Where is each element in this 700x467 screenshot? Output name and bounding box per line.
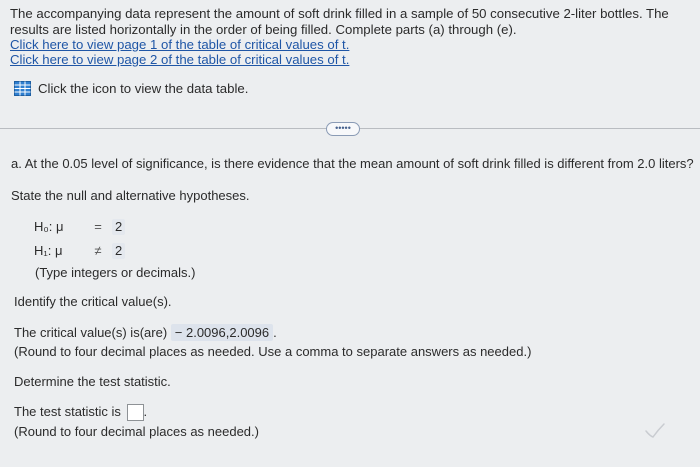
critical-value-answer[interactable]: − 2.0096,2.0096 (171, 324, 273, 341)
test-statistic-input[interactable] (127, 404, 144, 421)
null-hypothesis-operator[interactable]: = (94, 219, 102, 234)
alternative-hypothesis-operator[interactable]: ≠ (94, 243, 102, 258)
type-hint: (Type integers or decimals.) (35, 265, 196, 280)
test-statistic-suffix: . (143, 404, 148, 419)
critical-values-page1-link[interactable]: Click here to view page 1 of the table of critical values of t. (10, 37, 350, 52)
critical-values-page2-link[interactable]: Click here to view page 2 of the table of critical values of t. (10, 52, 350, 67)
intro-block (10, 6, 690, 67)
null-hypothesis-row (34, 219, 125, 235)
null-hypothesis-symbol: H₀: μ (34, 219, 64, 234)
round-hint-2: (Round to four decimal places as needed.) (14, 424, 259, 439)
test-statistic-label: The test statistic is (14, 404, 121, 419)
alternative-hypothesis-row (34, 243, 125, 259)
data-table-link[interactable] (14, 81, 248, 96)
data-table-link-label: Click the icon to view the data table. (38, 81, 249, 96)
state-hypotheses-prompt: State the null and alternative hypotheses. (11, 188, 250, 203)
determine-test-statistic-prompt: Determine the test statistic. (14, 374, 171, 389)
round-hint-1: (Round to four decimal places as needed. Use a comma to separate answers as needed.) (14, 344, 532, 359)
intro-text: The accompanying data represent the amount of soft drink filled in a sample of 50 consecutive 2-liter bottles. The results are listed horizontally in the order of being filled. Complete parts (a) through (e). (10, 6, 669, 37)
expand-button[interactable]: ••••• (326, 122, 360, 136)
critical-value-row (14, 325, 277, 341)
alternative-hypothesis-symbol: H₁: μ (34, 243, 63, 258)
critical-value-suffix: . (273, 325, 277, 340)
data-table-icon[interactable] (14, 81, 31, 96)
faded-check-icon (644, 421, 666, 439)
part-a-question: a. At the 0.05 level of significance, is there evidence that the mean amount of soft drink filled is different from 2.0 liters? (11, 156, 694, 171)
critical-value-label: The critical value(s) is(are) (14, 325, 168, 340)
alternative-hypothesis-value[interactable]: 2 (112, 243, 125, 259)
identify-critical-prompt: Identify the critical value(s). (14, 294, 172, 309)
test-statistic-row (14, 404, 147, 421)
null-hypothesis-value[interactable]: 2 (112, 219, 125, 235)
